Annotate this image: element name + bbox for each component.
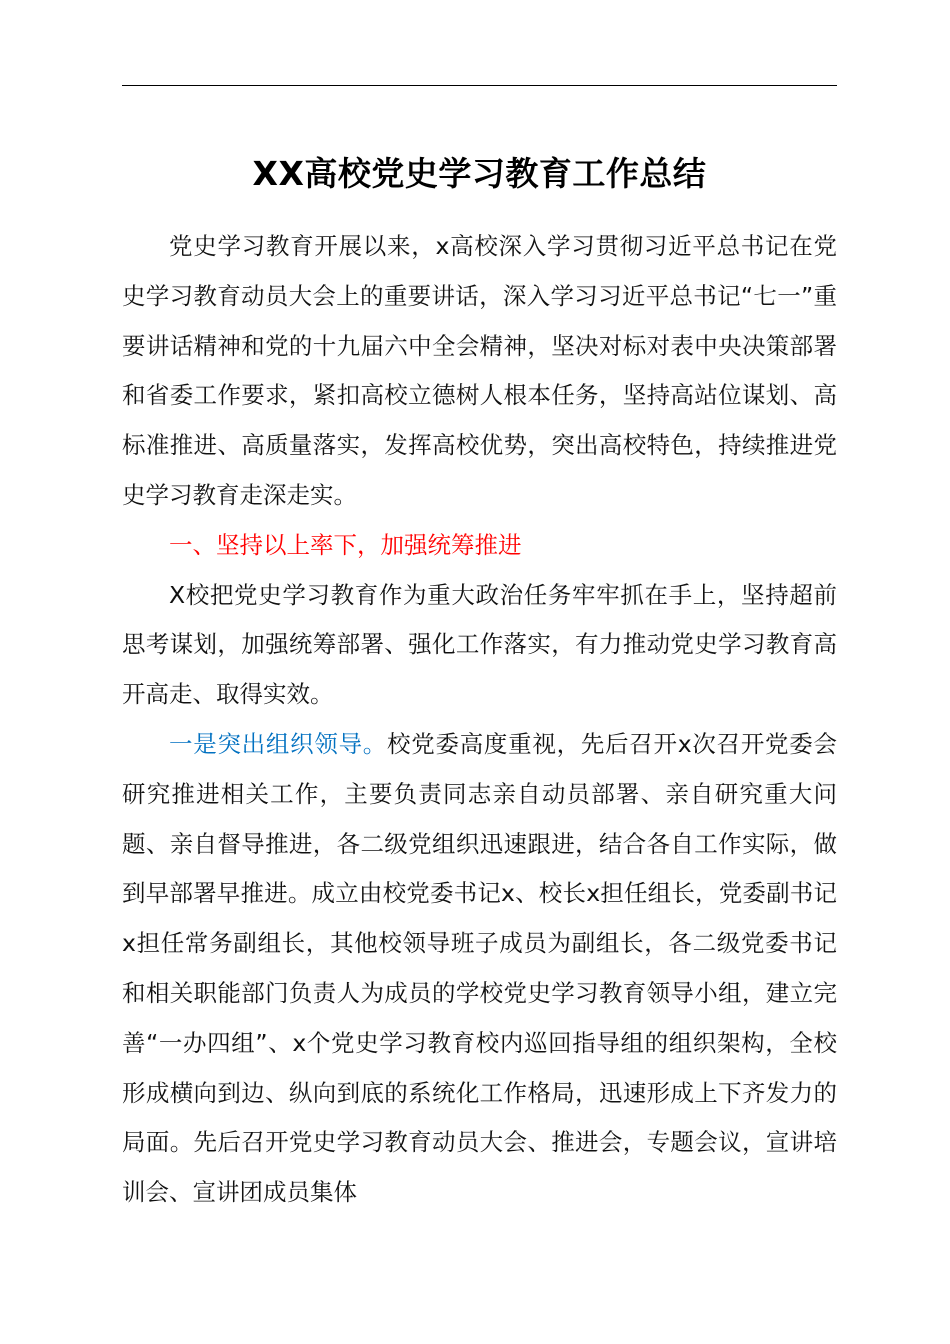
point-text: 校党委高度重视，先后召开x次召开党委会研究推进相关工作，主要负责同志亲自动员部署、亲自研究重大问题、亲自督导推进，各二级党组织迅速跟进，结合各自工作实际，做到早部署早推进。成立由校党委书记x、校长x担任组长，党委副书记x担任常务副组长，其他校领导班子成员为副组长，各二级党委书记和相关职能部门负责人为成员的学校党史学习教育领导小组，建立完善“一办四组”、x个党史学习教育校内巡回指导组的组织架构，全校形成横向到边、纵向到底的系统化工作格局，迅速形成上下齐发力的局面。先后召开党史学习教育动员大会、推进会，专题会议，宣讲培训会、宣讲团成员集体	[122, 729, 837, 1207]
intro-paragraph: 党史学习教育开展以来，x高校深入学习贯彻习近平总书记在党史学习教育动员大会上的重要讲话，深入学习习近平总书记“七一”重要讲话精神和党的十九届六中全会精神，坚决对标对表中央决策部署和省委工作要求，紧扣高校立德树人根本任务，坚持高站位谋划、高标准推进、高质量落实，发挥高校优势，突出高校特色，持续推进党史学习教育走深走实。	[122, 232, 837, 509]
point-lead: 一是突出组织领导。	[169, 729, 388, 758]
section-summary-paragraph: X校把党史学习教育作为重大政治任务牢牢抓在手上，坚持超前思考谋划，加强统筹部署、强化工作落实，有力推动党史学习教育高开高走、取得实效。	[122, 580, 837, 709]
document-title: XX高校党史学习教育工作总结	[252, 154, 707, 193]
section-heading: 一、坚持以上率下，加强统筹推进	[169, 530, 522, 559]
document-body	[122, 222, 837, 1218]
header-rule	[122, 85, 837, 86]
point-paragraph	[122, 720, 837, 1218]
